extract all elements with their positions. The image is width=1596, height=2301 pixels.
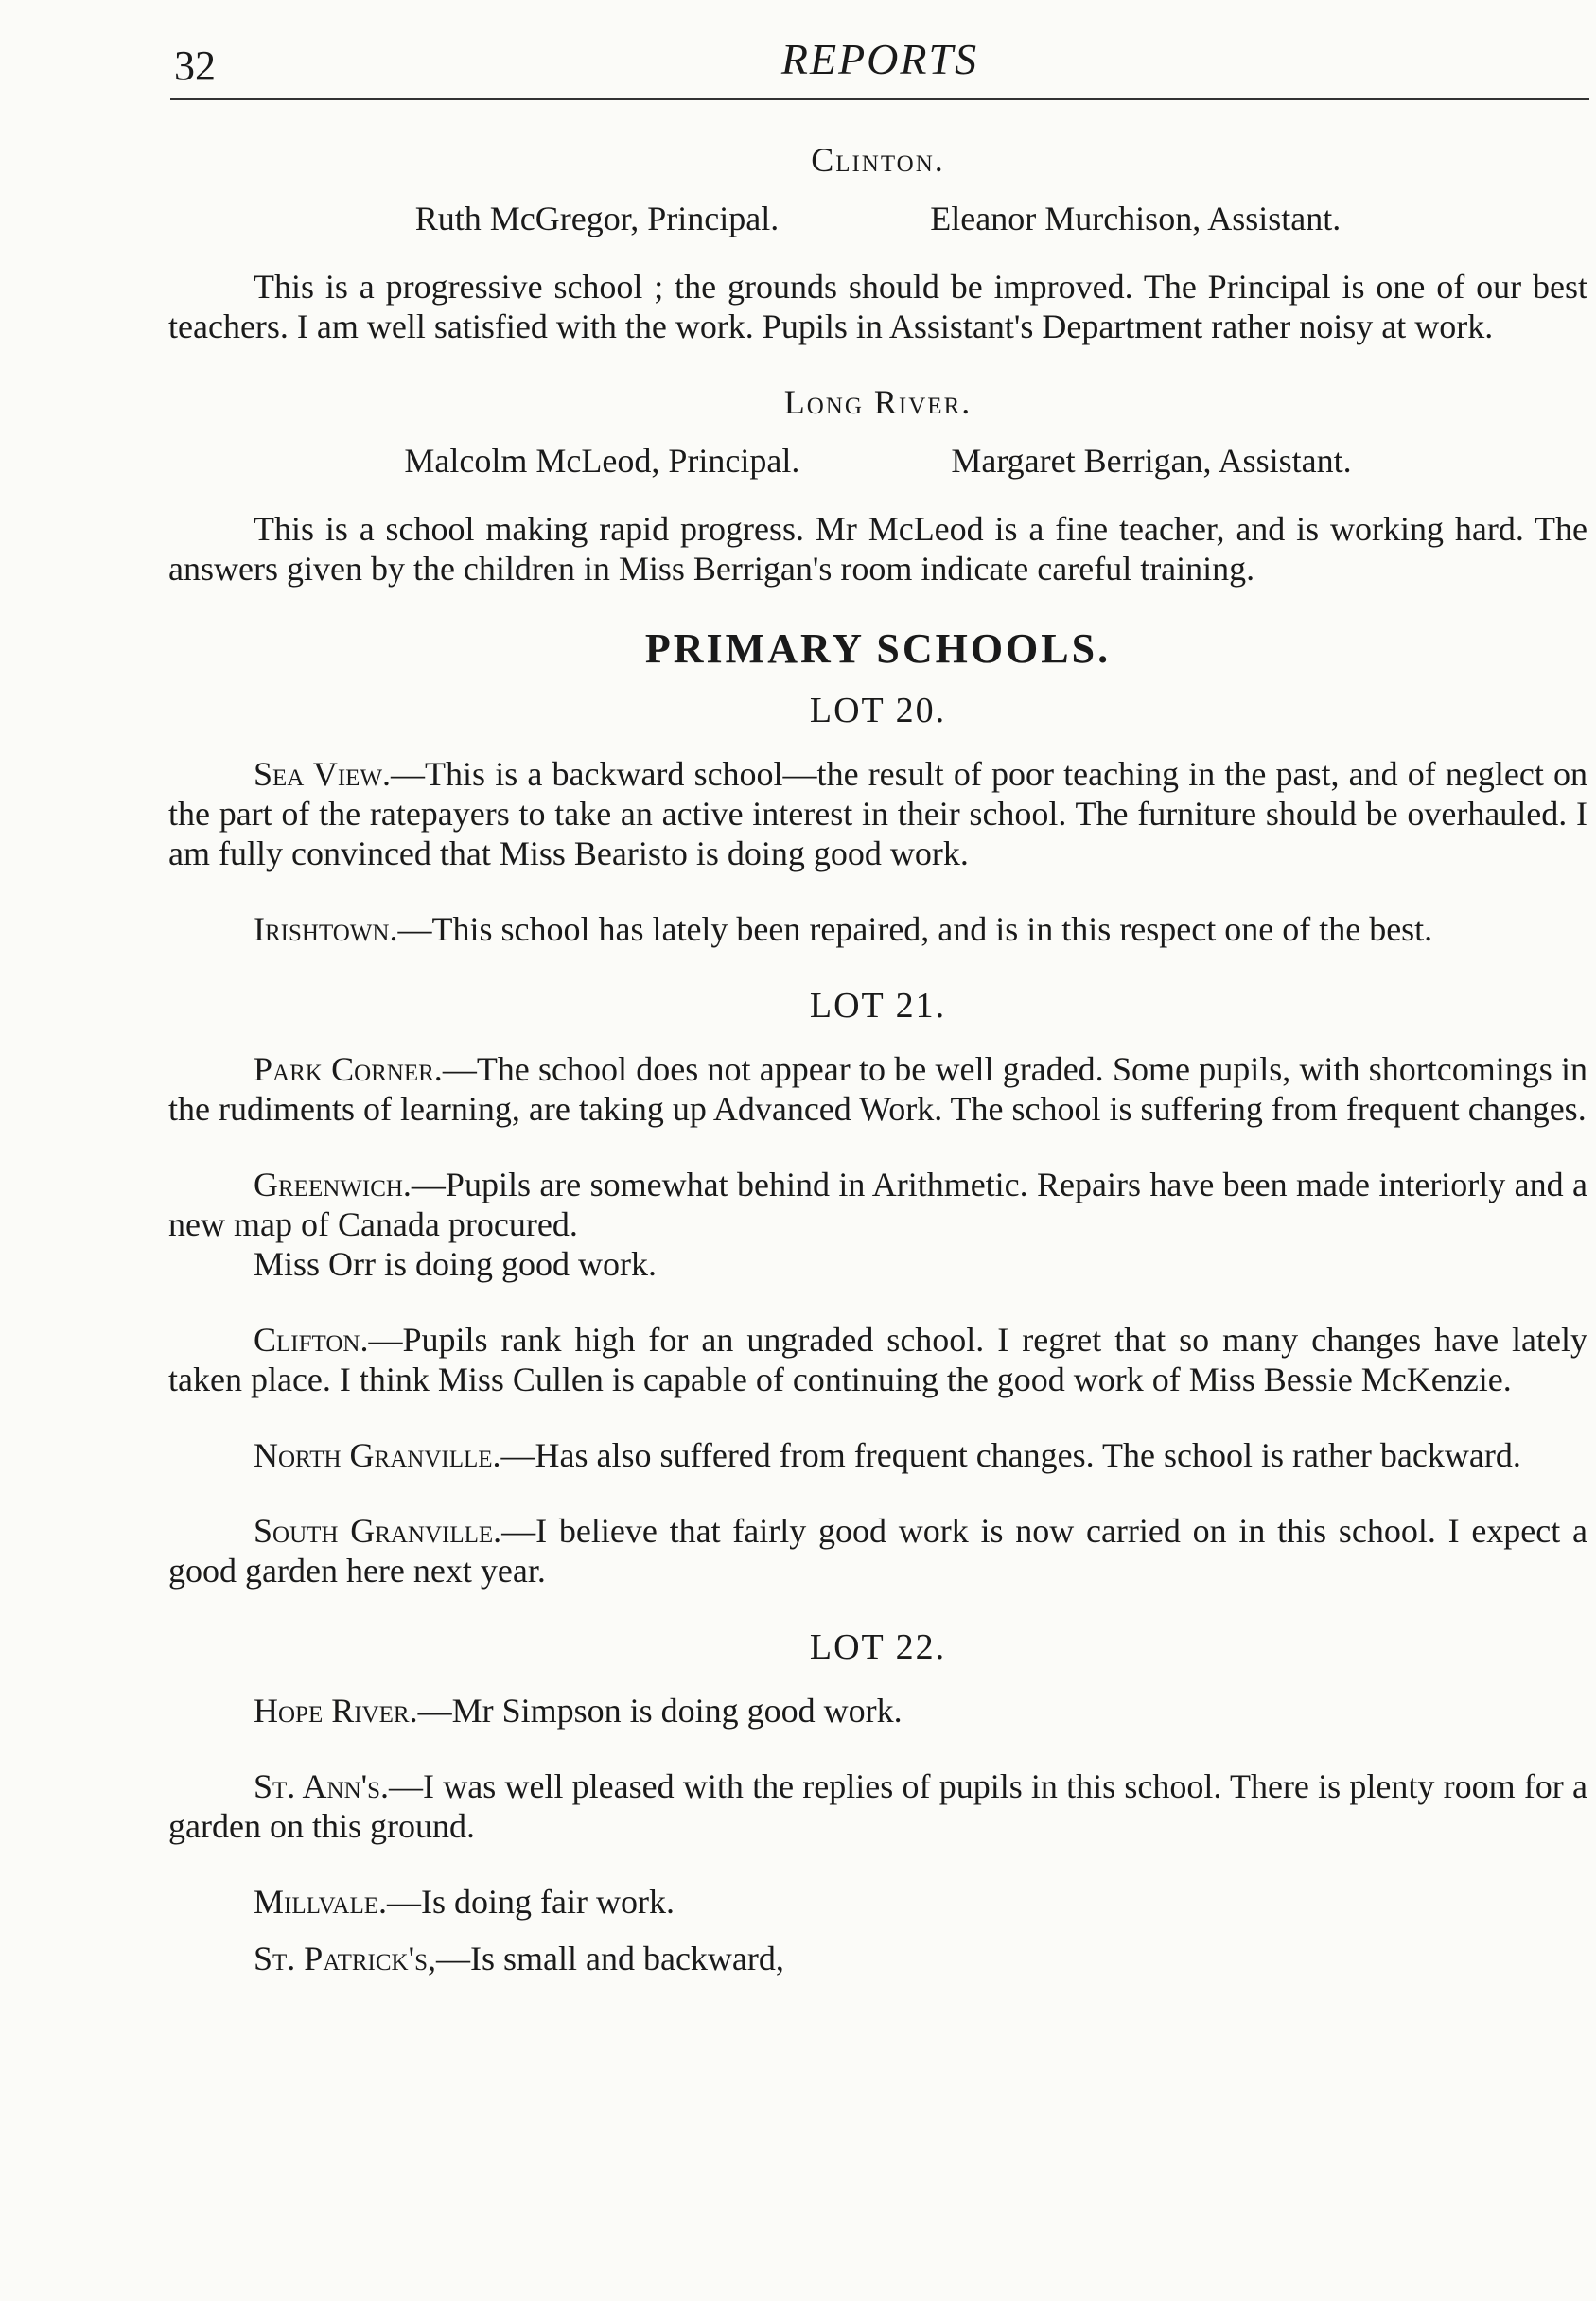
report-paragraph-clinton: This is a progressive school ; the grounds should be improved. The Principal is one of our best teachers. I am well satisfied with the work. Pupils in Assistant's Department rather noisy at work. xyxy=(168,268,1587,345)
school-note: Miss Orr is doing good work. xyxy=(254,1245,658,1283)
school-report: —Pupils are somewhat behind in Arithmetic. Repairs have been made interiorly and a new map of Canada procured. xyxy=(168,1166,1587,1243)
page-header xyxy=(170,34,1589,100)
principal-name: Ruth McGregor, Principal. xyxy=(414,200,780,237)
page-content xyxy=(168,140,1587,2014)
school-name: Hope River. xyxy=(254,1692,418,1730)
assistant-name: Margaret Berrigan, Assistant. xyxy=(951,442,1352,480)
school-heading-long-river: Long River. xyxy=(783,383,973,421)
school-entry xyxy=(168,754,1587,873)
school-entry xyxy=(168,1939,1587,1978)
school-name: South Granville. xyxy=(254,1512,502,1550)
school-name: Clifton. xyxy=(254,1321,369,1359)
school-name: St. Patrick's, xyxy=(254,1940,436,1977)
school-entry xyxy=(168,1882,1587,1922)
school-report: —This school has lately been repaired, and is in this respect one of the best. xyxy=(397,910,1433,948)
school-report: —This is a backward school—the result of poor teaching in the past, and of neglect on the part of the ratepayers to take an active interest in their school. The furniture should be overhauled. I am fully convinced that Miss Bearisto is doing good work. xyxy=(168,755,1587,872)
assistant-name: Eleanor Murchison, Assistant. xyxy=(930,200,1342,237)
school-entry xyxy=(168,1165,1587,1244)
school-report: —Mr Simpson is doing good work. xyxy=(417,1692,903,1730)
school-report: —Is doing fair work. xyxy=(387,1883,675,1921)
school-name: Greenwich. xyxy=(254,1166,412,1203)
school-report: —The school does not appear to be well graded. Some pupils, with shortcomings in the rudiments of learning, are taking up Advanced Work. The school is suffering from frequent changes. xyxy=(168,1050,1587,1128)
school-entry xyxy=(168,1511,1587,1590)
school-name: North Granville. xyxy=(254,1436,501,1474)
school-entry xyxy=(168,1320,1587,1399)
school-name: Park Corner. xyxy=(254,1050,443,1088)
report-paragraph-long-river: This is a school making rapid progress. Mr McLeod is a fine teacher, and is working hard. The answers given by the children in Miss Berrigan's room indicate careful training. xyxy=(168,510,1587,588)
lot-heading: LOT 22. xyxy=(809,1627,947,1667)
school-name: Irishtown. xyxy=(254,910,398,948)
header-rule xyxy=(170,98,1589,100)
page-number: 32 xyxy=(174,43,216,89)
school-name: Sea View. xyxy=(254,755,392,793)
school-report: —I believe that fairly good work is now carried on in this school. I expect a good garden here next year. xyxy=(168,1512,1587,1590)
school-entry xyxy=(168,1049,1587,1129)
school-report: —Has also suffered from frequent changes. The school is rather backward. xyxy=(500,1436,1521,1474)
section-title: PRIMARY SCHOOLS. xyxy=(644,625,1112,672)
school-entry xyxy=(168,909,1587,949)
school-heading-clinton: Clinton. xyxy=(811,141,945,179)
school-report: —I was well pleased with the replies of pupils in this school. There is plenty room for a garden on this ground. xyxy=(168,1767,1587,1845)
school-report: —Is small and backward, xyxy=(436,1940,784,1977)
staff-row-long-river xyxy=(168,441,1587,481)
school-name: St. Ann's. xyxy=(254,1767,390,1805)
school-name: Millvale. xyxy=(254,1883,388,1921)
staff-row-clinton xyxy=(168,199,1587,238)
lot-heading: LOT 21. xyxy=(809,986,947,1026)
school-report: —Pupils rank high for an ungraded school. I regret that so many changes have lately taken place. I think Miss Cullen is capable of continuing the good work of Miss Bessie McKenzie. xyxy=(168,1321,1587,1398)
running-head: REPORTS xyxy=(780,35,979,83)
lot-heading: LOT 20. xyxy=(809,691,947,730)
school-entry xyxy=(168,1766,1587,1846)
school-entry xyxy=(168,1435,1587,1475)
school-entry xyxy=(168,1691,1587,1730)
principal-name: Malcolm McLeod, Principal. xyxy=(404,442,800,480)
